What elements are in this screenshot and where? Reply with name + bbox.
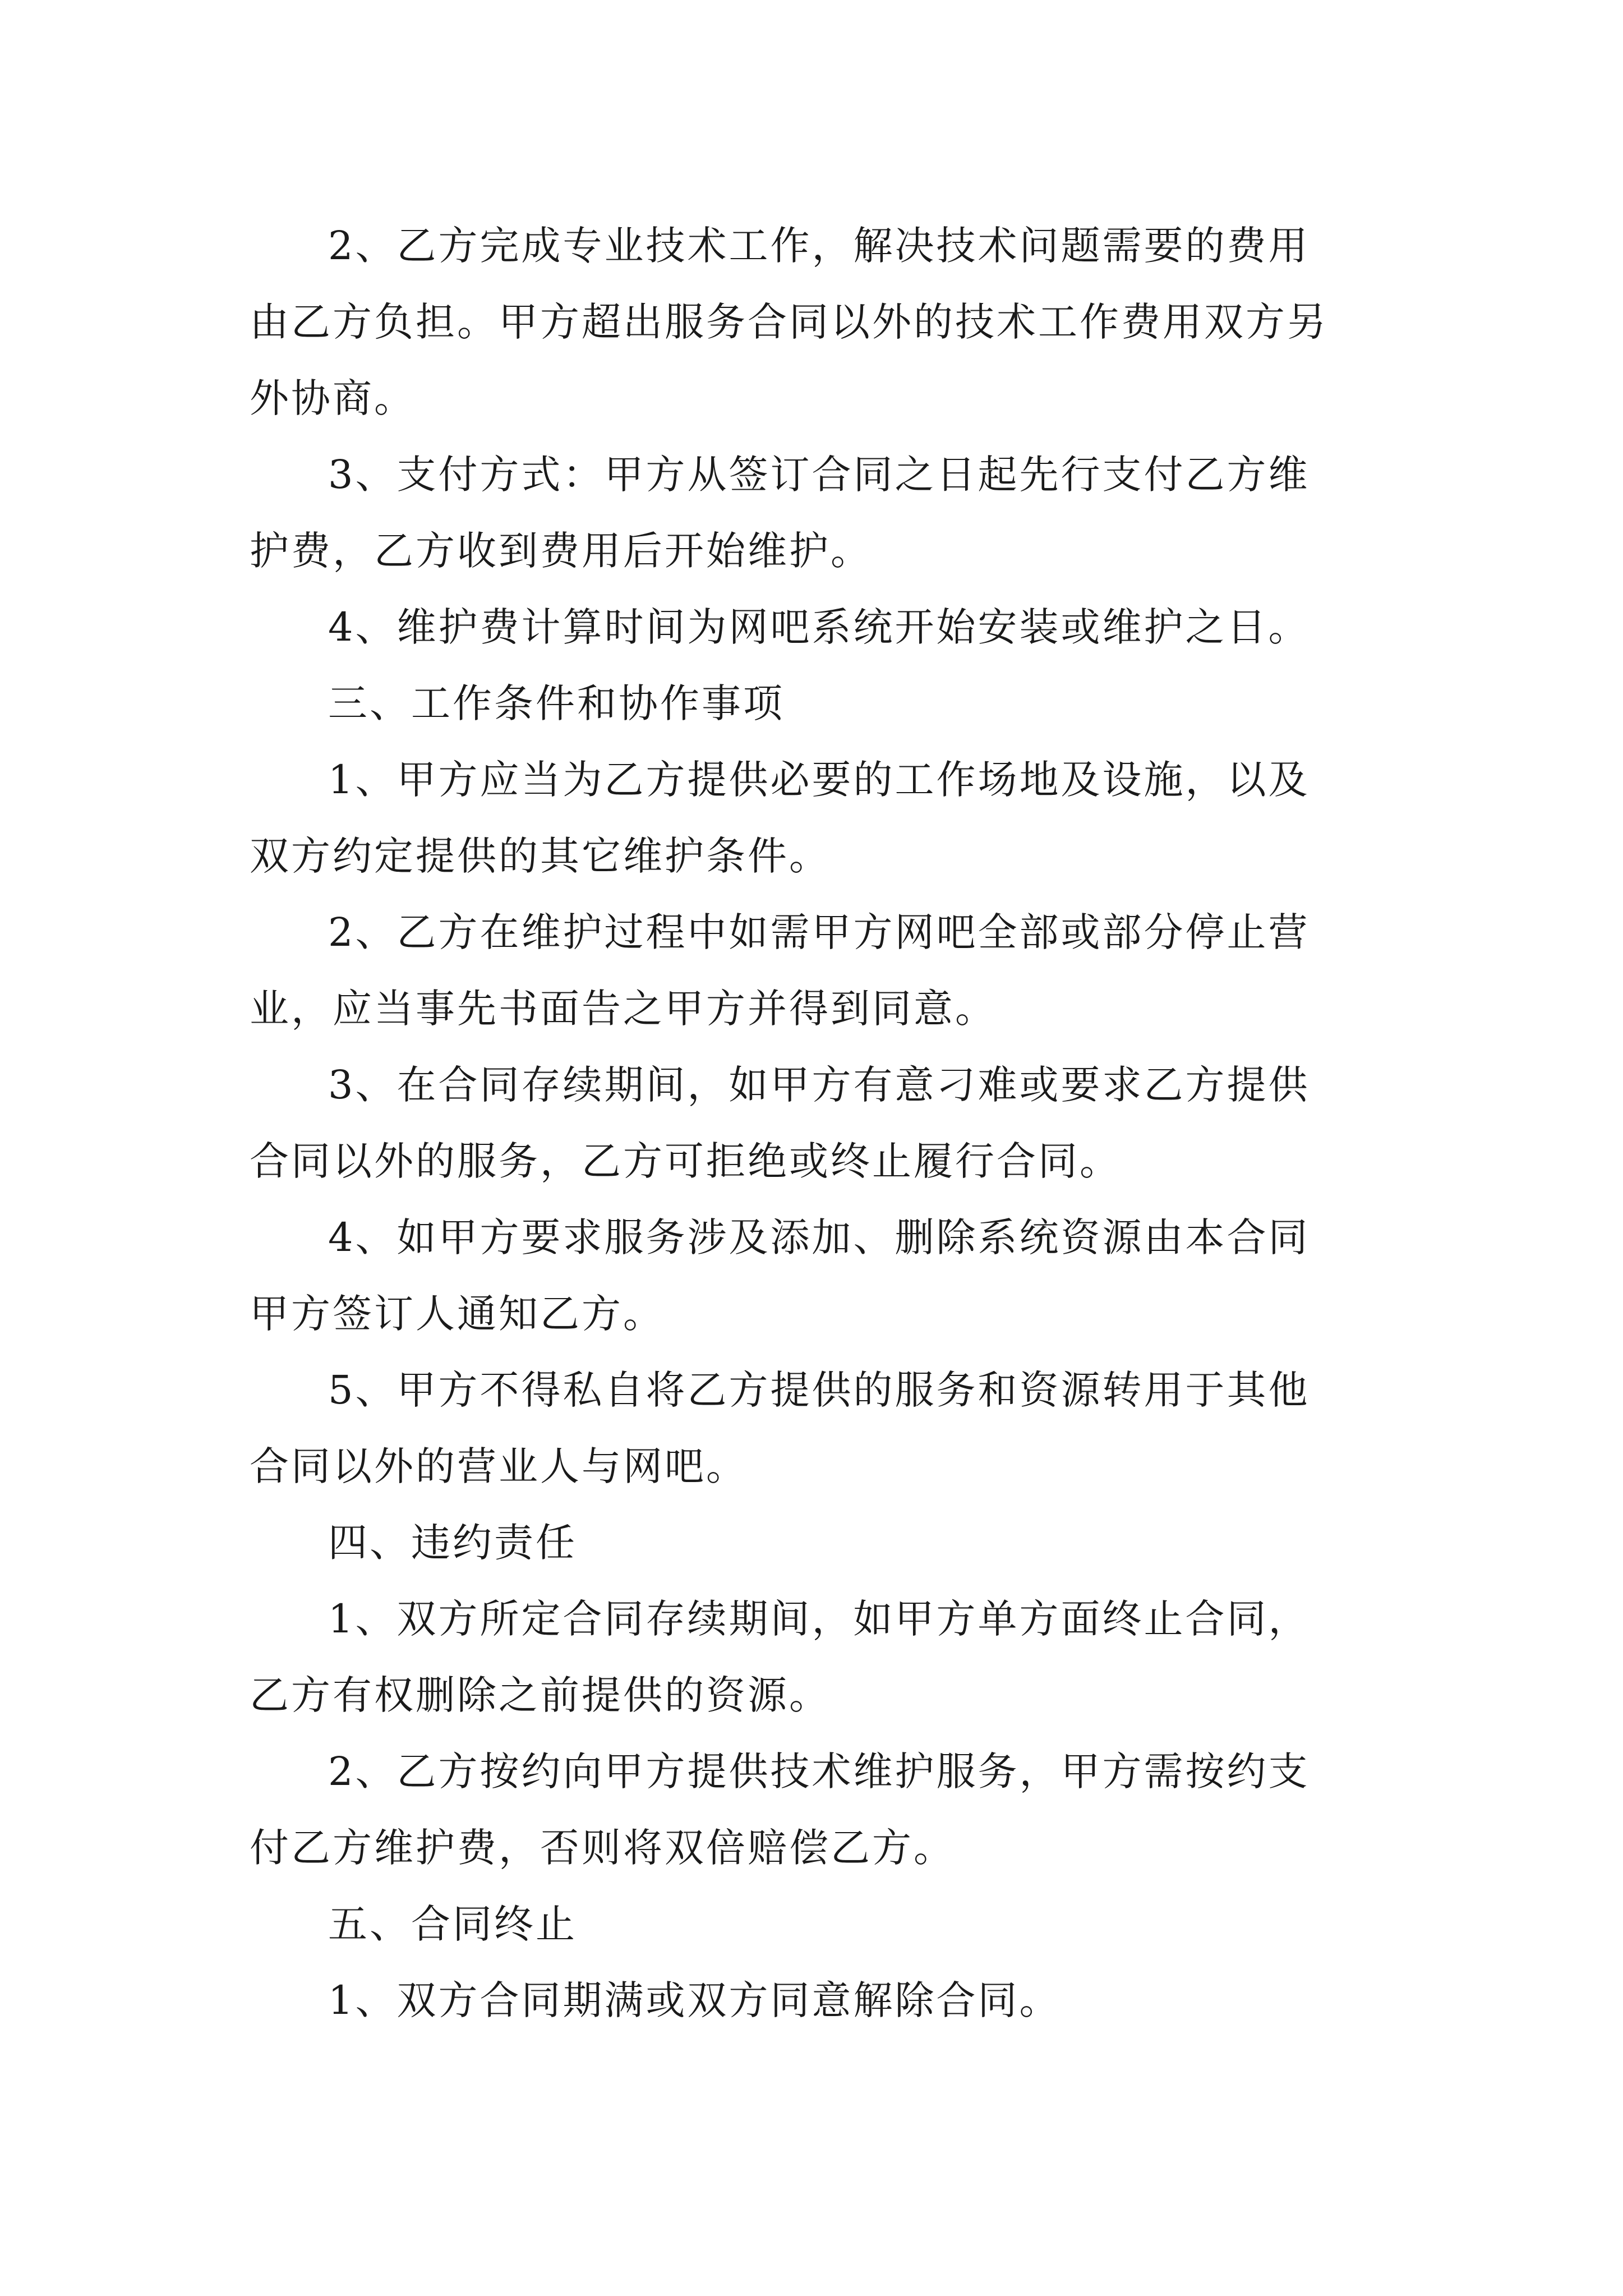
text-line: 1、双方合同期满或双方同意解除合同。 <box>328 1977 1061 2023</box>
text-line: 外协商。 <box>250 375 416 421</box>
text-line: 2、乙方在维护过程中如需甲方网吧全部或部分停止营 <box>328 909 1310 955</box>
paragraph <box>250 208 1388 436</box>
paragraph <box>250 1352 1388 1504</box>
text-line: 1、双方所定合同存续期间，如甲方单方面终止合同， <box>328 1596 1310 1642</box>
text-line: 4、维护费计算时间为网吧系统开始安装或维护之日。 <box>328 604 1310 650</box>
document-body <box>250 208 1388 2039</box>
section-heading <box>250 665 1388 742</box>
text-line: 3、支付方式：甲方从签订合同之日起先行支付乙方维 <box>328 452 1310 498</box>
text-line: 乙方有权删除之前提供的资源。 <box>250 1672 831 1718</box>
text-line: 2、乙方按约向甲方提供技术维护服务，甲方需按约支 <box>328 1749 1310 1795</box>
text-line: 四、违约责任 <box>328 1520 577 1566</box>
paragraph <box>250 1199 1388 1352</box>
paragraph <box>250 1581 1388 1733</box>
paragraph <box>250 894 1388 1047</box>
text-line: 1、甲方应当为乙方提供必要的工作场地及设施，以及 <box>328 757 1310 803</box>
paragraph <box>250 436 1388 589</box>
text-line: 5、甲方不得私自将乙方提供的服务和资源转用于其他 <box>328 1367 1310 1413</box>
section-heading <box>250 1886 1388 1962</box>
paragraph <box>250 589 1388 665</box>
paragraph <box>250 742 1388 894</box>
text-line: 由乙方负担。甲方超出服务合同以外的技术工作费用双方另 <box>250 299 1329 345</box>
paragraph <box>250 1047 1388 1199</box>
text-line: 合同以外的营业人与网吧。 <box>250 1443 748 1489</box>
paragraph <box>250 1962 1388 2039</box>
text-line: 甲方签订人通知乙方。 <box>250 1291 665 1337</box>
text-line: 双方约定提供的其它维护条件。 <box>250 833 831 879</box>
paragraph <box>250 1733 1388 1886</box>
text-line: 4、如甲方要求服务涉及添加、删除系统资源由本合同 <box>328 1214 1310 1260</box>
text-line: 五、合同终止 <box>328 1901 577 1947</box>
text-line: 业，应当事先书面告之甲方并得到同意。 <box>250 986 997 1032</box>
section-heading <box>250 1504 1388 1581</box>
text-line: 三、工作条件和协作事项 <box>328 680 785 726</box>
text-line: 3、在合同存续期间，如甲方有意刁难或要求乙方提供 <box>328 1062 1310 1108</box>
text-line: 2、乙方完成专业技术工作，解决技术问题需要的费用 <box>328 223 1310 269</box>
text-line: 付乙方维护费，否则将双倍赔偿乙方。 <box>250 1825 955 1871</box>
text-line: 护费，乙方收到费用后开始维护。 <box>250 528 872 574</box>
text-line: 合同以外的服务，乙方可拒绝或终止履行合同。 <box>250 1138 1121 1184</box>
